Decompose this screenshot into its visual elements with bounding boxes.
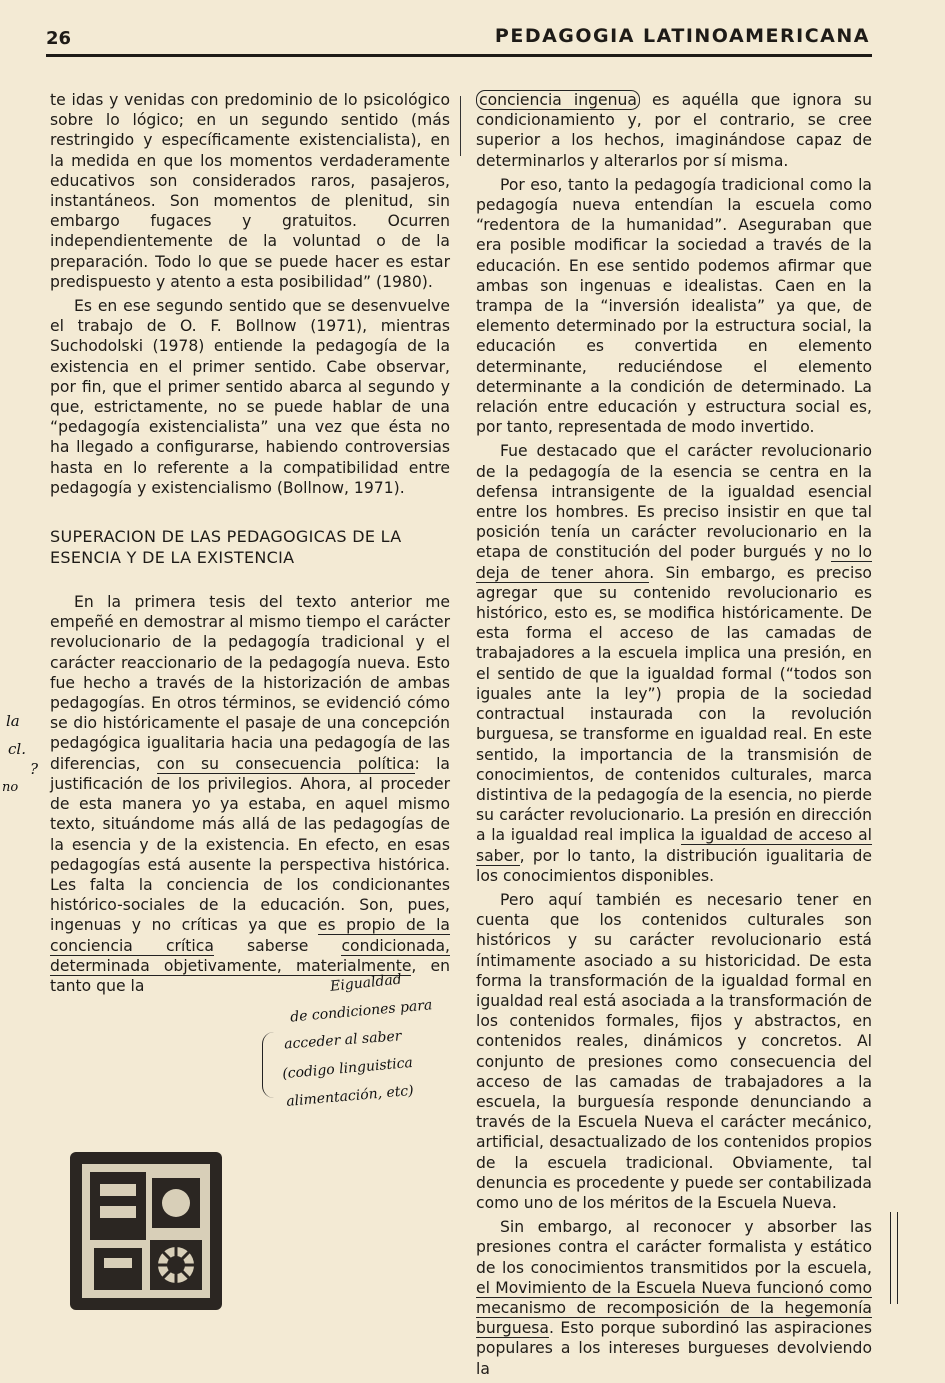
- paragraph: [476, 1217, 872, 1379]
- paragraph: Por eso, tanto la pedagogía tradicional como la pedagogía nueva entendían la escuela como “redentora de la humanidad”. Aseguraban que era posible modificar la sociedad a través de la educación. En ese sentido podemos afirmar que ambas son ingenuas e idealistas. Caen en la trampa de la “inversión idealista” ya que, de elemento determinado por la estructura social, la educación es convertida en elemento determinante, reduciéndose el elemento determinante a la condición de determinado. La relación entre educación y estructura social es, por tanto, representada de modo invertido.: [476, 175, 872, 437]
- text-run: , en tanto que la: [50, 956, 450, 995]
- margin-note: cl.: [8, 740, 26, 758]
- paragraph: [50, 592, 450, 996]
- page-number: 26: [46, 28, 72, 49]
- underlined-text: el Movimiento de la Escuela Nueva funcionó como mecanismo de recomposición de la hegemonía burguesa: [476, 1278, 872, 1338]
- text-run: , por lo tanto, la distribución igualitaria de los conocimientos disponibles.: [476, 846, 872, 885]
- section-heading: SUPERACION DE LAS PEDAGOGICAS DE LA ESENCIA Y DE LA EXISTENCIA: [50, 527, 402, 568]
- underlined-text: es propio de la conciencia crítica: [50, 916, 450, 955]
- text-run: : la justificación de los privilegios. Ahora, al proceder de esta manera yo ya estaba, en aquel mismo texto, situándome más allá de las pedagogías de la esencia y de la existencia. En efecto, en esas pedagogías está ausente la perspectiva histórica. Les falta la conciencia de los condicionantes histórico-sociales de la educación. Son, pues, ingenuas y no críticas ya que: [50, 754, 450, 935]
- text-run: . Sin embargo, es preciso agregar que su contenido revolucionario es histórico, esto es, se modifica históricamente. De esta forma el acceso de las camadas de trabajadores a la escuela implica una presión, en el sentido de que la igualdad formal (“todos son iguales ante la ley”) propia de la sociedad contractual instaurada con la revolución burguesa, se transforme en igualdad real. En este sentido, la importancia de la transmisión de conocimientos, de contenidos culturales, marca distintiva de la pedagogía de la esencia, no pierde su carácter revolucionario. La presión en dirección a la igualdad real implica: [476, 563, 872, 845]
- paragraph: Es en ese segundo sentido que se desenvuelve el trabajo de O. F. Bollnow (1971), mientras Suchodolski (1978) entiende la pedagogía de la existencia en el primer sentido. Cabe observar, por fin, que el primer sentido abarca al segundo y que, estrictamente, no se puede hablar de una “pedagogía existencialista” una vez que ésta no ha llegado a configurarse, habiendo controversias hasta en lo referente a la compatibilidad entre pedagogía y existencialismo (Bollnow, 1971).: [50, 297, 450, 497]
- handwritten-line: (codigo linguistica: [281, 1054, 414, 1083]
- underlined-text: con su consecuencia política: [156, 754, 415, 773]
- journal-logo: [66, 1148, 226, 1314]
- paragraph: [476, 90, 872, 171]
- text-run: es aquélla que ignora su condicionamiento y, por el contrario, se cree superior a los hechos, imaginándose capaz de determinarlos y alterarlos por sí misma.: [476, 91, 872, 170]
- circled-text: conciencia ingenua: [476, 90, 640, 110]
- handwritten-line: alimentación, etc): [285, 1082, 415, 1110]
- underlined-text: la igualdad de acceso al saber: [476, 826, 872, 865]
- text-run: Sin embargo, al reconocer y absorber las presiones contra el carácter formalista y estático de los conocimientos transmitidos por la escuela,: [476, 1218, 872, 1277]
- text-run: . Esto porque subordinó las aspiraciones populares a los intereses burgueses devolviendo la: [476, 1319, 872, 1378]
- journal-title: PEDAGOGIA LATINOAMERICANA: [494, 25, 870, 47]
- handwritten-line: de condiciones para: [289, 997, 433, 1026]
- page-header: [46, 22, 872, 57]
- text-run: saberse: [213, 936, 342, 955]
- margin-mark: [890, 1212, 898, 1304]
- text-run: En la primera tesis del texto anterior me empeñé en demostrar al mismo tiempo el carácter revolucionario de la pedagogía tradicional y el carácter reaccionario de la pedagogía nueva. Esto fue hecho a través de la historización de ambas pedagogías. En otros términos, se evidenció cómo se dio históricamente el pasaje de una concepción pedagógica igualitaria hacia una pedagogía de las diferencias,: [50, 593, 450, 773]
- paragraph: [476, 441, 872, 885]
- handwritten-note: [272, 968, 482, 1108]
- margin-note: ?: [30, 760, 39, 778]
- underlined-text: condicionada, determinada objetivamente, materialmente: [50, 936, 450, 975]
- handwritten-line: Eigualdad: [329, 971, 403, 995]
- margin-mark: [460, 96, 465, 156]
- left-column: [50, 90, 450, 1000]
- margin-note: la: [6, 712, 20, 730]
- underlined-text: no lo deja de tener ahora: [476, 543, 872, 582]
- handwritten-line: acceder al saber: [283, 1028, 402, 1053]
- text-run: Fue destacado que el carácter revolucionario de la pedagogía de la esencia se centra en la defensa intransigente de la igualdad esencial entre los hombres. Es preciso insistir en que tal posición tenía un carácter revolucionario en la etapa de constitución del poder burgués y: [476, 442, 872, 562]
- paragraph: Pero aquí también es necesario tener en cuenta que los contenidos culturales son históricos y su carácter revolucionario está íntimamente asociado a su historicidad. De esta forma la transformación de la igualdad formal en igualdad real está asociada a la transformación de los contenidos formales, fijos y abstractos, en contenidos reales, dinámicos y concretos. Al conjunto de presiones como consecuencia del acceso de las camadas de trabajadores a la escuela, la burguesía responde denunciando a través de la Escuela Nueva el carácter mecánico, artificial, desactualizado de los contenidos propios de la escuela tradicional. Obviamente, tal denuncia es procedente y puede ser contabilizada como uno de los méritos de la Escuela Nueva.: [476, 890, 872, 1212]
- right-column: [476, 90, 872, 1383]
- paragraph: te idas y venidas con predominio de lo psicológico sobre lo lógico; en un segundo sentido (más restringido y específicamente existencialista), en la medida en que los momentos verdaderamente educativos son considerados raros, pasajeros, instantáneos. Son momentos de plenitud, sin embargo fugaces y gratuitos. Ocurren independientemente de la voluntad o de la preparación. Todo lo que se puede hacer es estar predispuesto y atento a esta posibilidad” (1980).: [50, 91, 450, 291]
- margin-note: no: [2, 780, 19, 795]
